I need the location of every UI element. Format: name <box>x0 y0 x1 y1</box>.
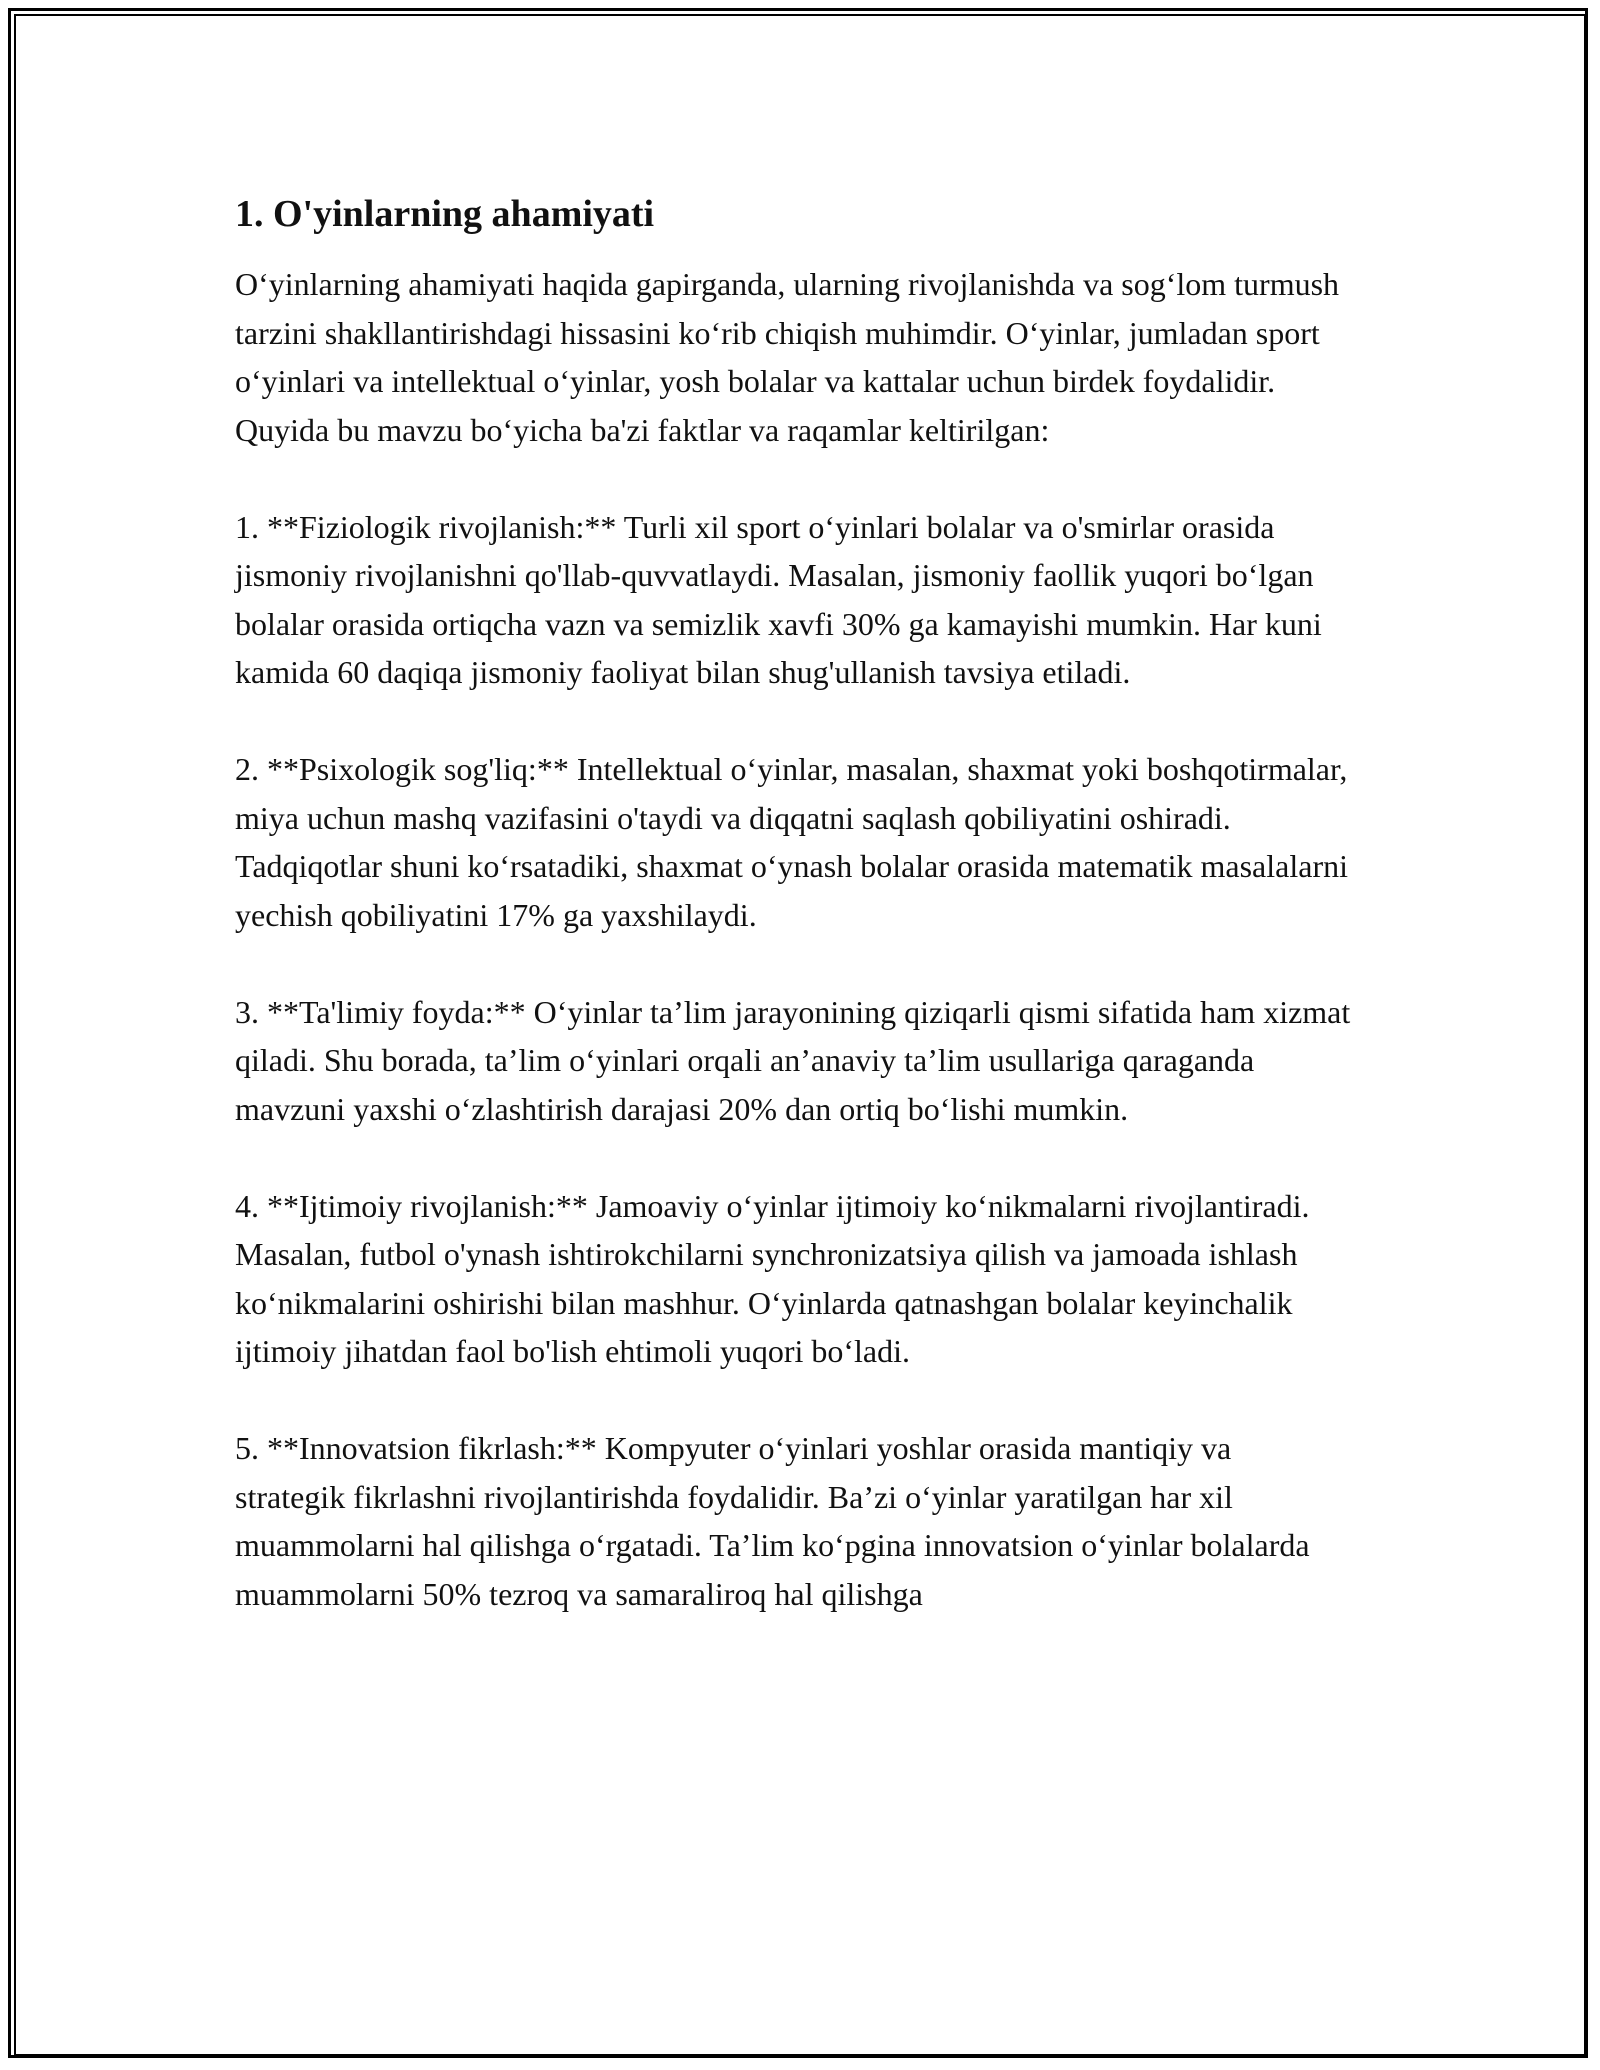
section-heading: 1. O'yinlarning ahamiyati <box>235 193 655 235</box>
paragraph-innovative-thinking: 5. **Innovatsion fikrlash:** Kompyuter o‘yinlari yoshlar orasida mantiqiy va strategik fikrlashni rivojlantirishda foydalidir. Ba’zi o‘yinlar yaratilgan har xil muammolarni hal qilishga o‘rgatadi. Ta’lim ko‘pgina innovatsion o‘yinlar bolalarda muammolarni 50% tezroq va samaraliroq hal qilishga <box>235 1430 1310 1612</box>
document-body <box>235 188 1385 1667</box>
paragraph-physiological-development: 1. **Fiziologik rivojlanish:** Turli xil sport o‘yinlari bolalar va o'smirlar orasida jismoniy rivojlanishni qo'llab-quvvatlaydi. Masalan, jismoniy faollik yuqori bo‘lgan bolalar orasida ortiqcha vazn va semizlik xavfi 30% ga kamayishi mumkin. Har kuni kamida 60 daqiqa jismoniy faoliyat bilan shug'ullanish tavsiya etiladi. <box>235 508 1322 690</box>
intro-paragraph: O‘yinlarning ahamiyati haqida gapirganda, ularning rivojlanishda va sog‘lom turmush tarzini shakllantirishdagi hissasini ko‘rib chiqish muhimdir. O‘yinlar, jumladan sport o‘yinlari va intellektual o‘yinlar, yosh bolalar va kattalar uchun birdek foydalidir. Quyida bu mavzu bo‘yicha ba'zi faktlar va raqamlar keltirilgan: <box>235 266 1340 448</box>
paragraph-educational-benefit: 3. **Ta'limiy foyda:** O‘yinlar ta’lim jarayonining qiziqarli qismi sifatida ham xizmat qiladi. Shu borada, ta’lim o‘yinlari orqali an’anaviy ta’lim usullariga qaraganda mavzuni yaxshi o‘zlashtirish darajasi 20% dan ortiq bo‘lishi mumkin. <box>235 993 1351 1127</box>
paragraph-social-development: 4. **Ijtimoiy rivojlanish:** Jamoaviy o‘yinlar ijtimoiy ko‘nikmalarni rivojlantiradi. Masalan, futbol o'ynash ishtirokchilarni synchronizatsiya qilish va jamoada ishlash ko‘nikmalarini oshirishi bilan mashhur. O‘yinlarda qatnashgan bolalar keyinchalik ijtimoiy jihatdan faol bo'lish ehtimoli yuqori bo‘ladi. <box>235 1187 1310 1369</box>
paragraph-psychological-health: 2. **Psixologik sog'liq:** Intellektual o‘yinlar, masalan, shaxmat yoki boshqotirmalar, miya uchun mashq vazifasini o'taydi va diqqatni saqlash qobiliyatini oshiradi. Tadqiqotlar shuni ko‘rsatadiki, shaxmat o‘ynash bolalar orasida matematik masalalarni yechish qobiliyatini 17% ga yaxshilaydi. <box>235 751 1348 933</box>
